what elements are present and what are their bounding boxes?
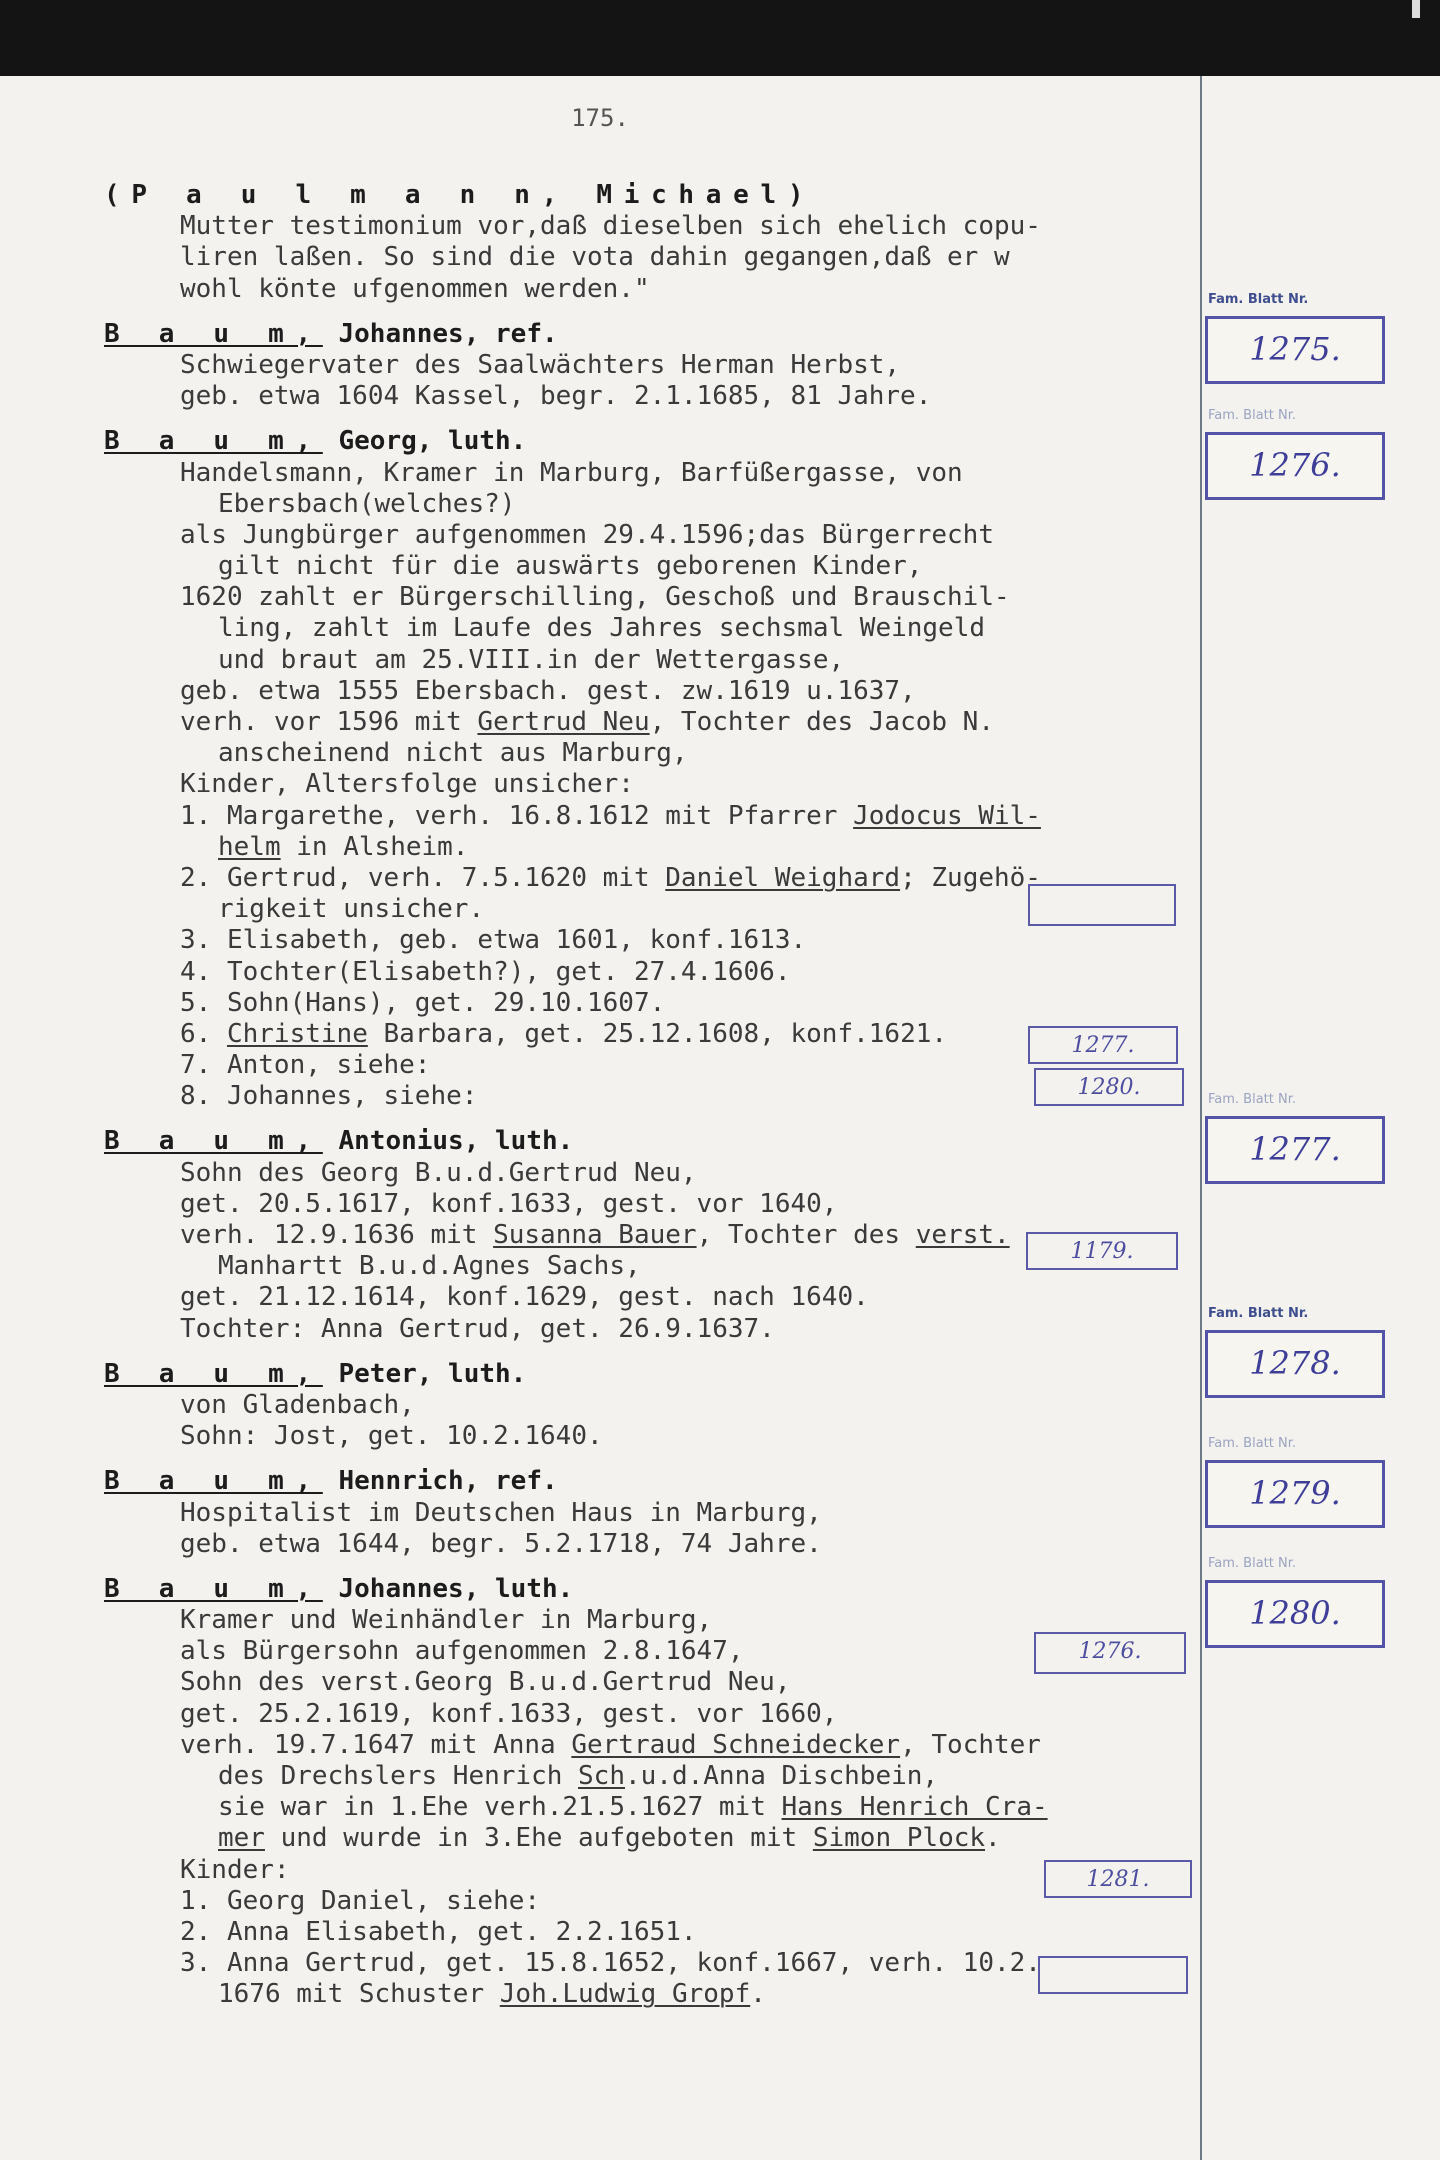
card-label: Fam. Blatt Nr.: [1208, 408, 1297, 423]
text-segment: , Tochter: [900, 1729, 1041, 1760]
card-label: Fam. Blatt Nr.: [1208, 292, 1309, 307]
family-sheet-card: 1275.: [1205, 316, 1385, 384]
family-sheet-card: 1277.: [1205, 1116, 1385, 1184]
inline-ref-box: [1038, 1956, 1188, 1994]
text-line: [104, 957, 1204, 988]
text-segment: anscheinend nicht aus Marburg,: [218, 738, 688, 769]
text-line: [104, 1917, 1204, 1948]
text-segment: 3. Anna Gertrud, get. 15.8.1652, konf.1667, verh. 10.2.: [180, 1948, 1041, 1979]
text-segment: Handelsmann, Kramer in Marburg, Barfüßergasse, von: [180, 457, 963, 488]
text-line: [104, 582, 1204, 613]
text-line: [104, 1189, 1204, 1220]
text-line: [104, 274, 1204, 305]
underlined-name: B a u m,: [104, 1126, 323, 1157]
underlined-name: verst.: [915, 1220, 1010, 1250]
text-line: [104, 1855, 1204, 1886]
underlined-name: B a u m,: [104, 1573, 323, 1604]
inline-ref-box: 1276.: [1034, 1632, 1186, 1674]
text-line: [104, 458, 1204, 489]
text-line: [104, 211, 1204, 242]
text-line: [104, 676, 1204, 707]
page-number: 175.: [571, 104, 629, 132]
text-line: [104, 1158, 1204, 1189]
text-line: [104, 1421, 1204, 1452]
text-segment: als Jungbürger aufgenommen 29.4.1596;das Bürgerrecht: [180, 519, 994, 550]
text-segment: Kinder, Altersfolge unsicher:: [180, 769, 634, 800]
text-line: [104, 1823, 1204, 1854]
text-segment: geb. etwa 1555 Ebersbach. gest. zw.1619 u.1637,: [180, 675, 916, 706]
inline-ref-box: [1028, 884, 1176, 926]
underlined-name: Christine: [226, 1018, 368, 1049]
text-segment: .: [985, 1823, 1001, 1854]
inline-ref-box: 1179.: [1026, 1232, 1178, 1270]
text-segment: .u.d.Anna Dischbein,: [625, 1761, 939, 1791]
text-segment: 8. Johannes, siehe:: [180, 1081, 478, 1112]
text-segment: verh. vor 1596 mit: [180, 707, 478, 737]
text-line: [104, 551, 1204, 582]
text-line: [104, 1359, 1204, 1390]
text-line: [104, 489, 1204, 520]
text-segment: 6.: [180, 1018, 227, 1049]
underlined-name: Gertraud Schneidecker: [571, 1729, 901, 1760]
text-line: [104, 613, 1204, 644]
text-segment: 1. Margarethe, verh. 16.8.1612 mit Pfarrer: [180, 800, 854, 831]
text-segment: Kramer und Weinhändler in Marburg,: [180, 1605, 713, 1636]
text-segment: in Alsheim.: [280, 831, 469, 862]
entry-gap: [104, 1345, 1204, 1359]
text-segment: Georg, luth.: [322, 426, 527, 457]
text-segment: Sohn: Jost, get. 10.2.1640.: [180, 1421, 603, 1452]
entry-gap: [104, 1452, 1204, 1466]
text-line: [104, 1574, 1204, 1605]
text-line: [104, 988, 1204, 1019]
text-line: [104, 180, 1204, 211]
text-line: [104, 801, 1204, 832]
text-segment: Mutter testimonium vor,daß dieselben sich ehelich copu-: [180, 211, 1041, 242]
underlined-name: Joh.Ludwig Gropf: [499, 1979, 751, 2010]
text-segment: und wurde in 3.Ehe aufgeboten mit: [264, 1823, 813, 1854]
text-line: [104, 1529, 1204, 1560]
text-segment: 1. Georg Daniel, siehe:: [180, 1885, 541, 1916]
text-segment: verh. 19.7.1647 mit Anna: [180, 1729, 572, 1760]
text-line: [104, 1466, 1204, 1497]
inline-ref-box: 1280.: [1034, 1068, 1184, 1106]
text-segment: 2. Gertrud, verh. 7.5.1620 mit: [180, 862, 666, 893]
text-line: [104, 645, 1204, 676]
text-segment: get. 25.2.1619, konf.1633, gest. vor 1660,: [180, 1698, 838, 1729]
text-line: [104, 426, 1204, 457]
text-line: [104, 381, 1204, 412]
text-line: [104, 1314, 1204, 1345]
text-line: [104, 707, 1204, 738]
text-segment: Johannes, ref.: [322, 318, 558, 349]
text-segment: Sohn des Georg B.u.d.Gertrud Neu,: [180, 1157, 697, 1188]
text-segment: 5. Sohn(Hans), get. 29.10.1607.: [180, 987, 666, 1018]
text-line: [104, 1886, 1204, 1917]
text-line: [104, 1126, 1204, 1157]
text-segment: Barbara, get. 25.12.1608, konf.1621.: [367, 1018, 948, 1049]
text-segment: Antonius, luth.: [322, 1126, 574, 1157]
text-segment: gilt nicht für die auswärts geborenen Kinder,: [218, 551, 923, 582]
text-segment: Hennrich, ref.: [322, 1466, 558, 1497]
text-segment: rigkeit unsicher.: [218, 894, 485, 925]
underlined-name: Gertrud Neu: [477, 707, 650, 737]
underlined-name: B a u m,: [104, 318, 323, 349]
text-segment: (P a u l m a n n, Michael): [104, 180, 816, 210]
underlined-name: B a u m,: [104, 1358, 323, 1389]
text-segment: , Tochter des Jacob N.: [649, 707, 994, 737]
underlined-name: Daniel Weighard: [665, 862, 901, 893]
text-segment: verh. 12.9.1636 mit: [180, 1220, 494, 1250]
text-line: [104, 1498, 1204, 1529]
text-line: [104, 1699, 1204, 1730]
text-segment: 2. Anna Elisabeth, get. 2.2.1651.: [180, 1916, 697, 1947]
text-line: [104, 925, 1204, 956]
text-line: [104, 832, 1204, 863]
entry-gap: [104, 1560, 1204, 1574]
text-segment: ; Zugehö-: [900, 862, 1041, 893]
text-segment: , Tochter des: [696, 1220, 916, 1250]
text-segment: liren laßen. So sind die vota dahin gegangen,daß er w: [180, 242, 1010, 273]
text-segment: Peter, luth.: [322, 1358, 527, 1389]
text-segment: geb. etwa 1604 Kassel, begr. 2.1.1685, 81 Jahre.: [180, 381, 932, 412]
card-label: Fam. Blatt Nr.: [1208, 1092, 1297, 1107]
text-line: [104, 1390, 1204, 1421]
text-segment: .: [750, 1979, 766, 2010]
card-label: Fam. Blatt Nr.: [1208, 1556, 1297, 1571]
text-line: [104, 769, 1204, 800]
text-line: [104, 1282, 1204, 1313]
text-line: [104, 738, 1204, 769]
entry-gap: [104, 1112, 1204, 1126]
text-segment: Schwiegervater des Saalwächters Herman Herbst,: [180, 349, 901, 380]
text-segment: Johannes, luth.: [322, 1573, 574, 1604]
text-segment: 1620 zahlt er Bürgerschilling, Geschoß und Brauschil-: [180, 582, 1010, 613]
family-sheet-card: 1280.: [1205, 1580, 1385, 1648]
entry-gap: [104, 412, 1204, 426]
text-segment: sie war in 1.Ehe verh.21.5.1627 mit: [218, 1792, 782, 1823]
text-segment: Tochter: Anna Gertrud, get. 26.9.1637.: [180, 1313, 775, 1344]
text-line: [104, 319, 1204, 350]
underlined-name: B a u m,: [104, 1466, 323, 1497]
text-segment: Ebersbach(welches?): [218, 488, 516, 519]
underlined-name: Jodocus Wil-: [853, 800, 1041, 831]
text-segment: Manhartt B.u.d.Agnes Sachs,: [218, 1251, 641, 1282]
inline-ref-box: 1277.: [1028, 1026, 1178, 1064]
text-segment: Hospitalist im Deutschen Haus in Marburg,: [180, 1497, 822, 1528]
text-segment: 7. Anton, siehe:: [180, 1050, 431, 1081]
family-sheet-card: 1278.: [1205, 1330, 1385, 1398]
underlined-name: Hans Henrich Cra-: [781, 1792, 1048, 1823]
text-segment: wohl könte ufgenommen werden.": [180, 273, 650, 304]
inline-ref-box: 1281.: [1044, 1860, 1192, 1898]
text-segment: und braut am 25.VIII.in der Wettergasse,: [218, 644, 845, 675]
text-segment: get. 20.5.1617, konf.1633, gest. vor 1640,: [180, 1188, 838, 1219]
text-line: [104, 520, 1204, 551]
underlined-name: mer: [218, 1823, 265, 1854]
text-segment: ling, zahlt im Laufe des Jahres sechsmal Weingeld: [218, 613, 986, 644]
card-label: Fam. Blatt Nr.: [1208, 1436, 1297, 1451]
scan-edge-mark: [1412, 0, 1420, 18]
text-segment: des Drechslers Henrich: [218, 1761, 579, 1791]
family-sheet-card: 1279.: [1205, 1460, 1385, 1528]
text-line: [104, 1761, 1204, 1792]
underlined-name: helm: [218, 831, 281, 862]
text-line: [104, 1792, 1204, 1823]
text-segment: geb. etwa 1644, begr. 5.2.1718, 74 Jahre.: [180, 1528, 822, 1559]
text-segment: Kinder:: [180, 1854, 290, 1885]
underlined-name: Susanna Bauer: [493, 1220, 697, 1250]
text-segment: 3. Elisabeth, geb. etwa 1601, konf.1613.: [180, 925, 807, 956]
family-sheet-card: 1276.: [1205, 432, 1385, 500]
text-segment: get. 21.12.1614, konf.1629, gest. nach 1640.: [180, 1282, 869, 1313]
card-label: Fam. Blatt Nr.: [1208, 1306, 1309, 1321]
text-segment: 4. Tochter(Elisabeth?), get. 27.4.1606.: [180, 956, 791, 987]
text-segment: 1676 mit Schuster: [218, 1979, 500, 2010]
underlined-name: Simon Plock: [812, 1823, 986, 1854]
text-line: [104, 242, 1204, 273]
underlined-name: Sch: [578, 1761, 625, 1791]
text-segment: als Bürgersohn aufgenommen 2.8.1647,: [180, 1636, 744, 1667]
text-line: [104, 1730, 1204, 1761]
text-segment: von Gladenbach,: [180, 1389, 415, 1420]
text-segment: Sohn des verst.Georg B.u.d.Gertrud Neu,: [180, 1667, 791, 1698]
underlined-name: B a u m,: [104, 426, 323, 457]
text-line: [104, 350, 1204, 381]
entry-gap: [104, 305, 1204, 319]
